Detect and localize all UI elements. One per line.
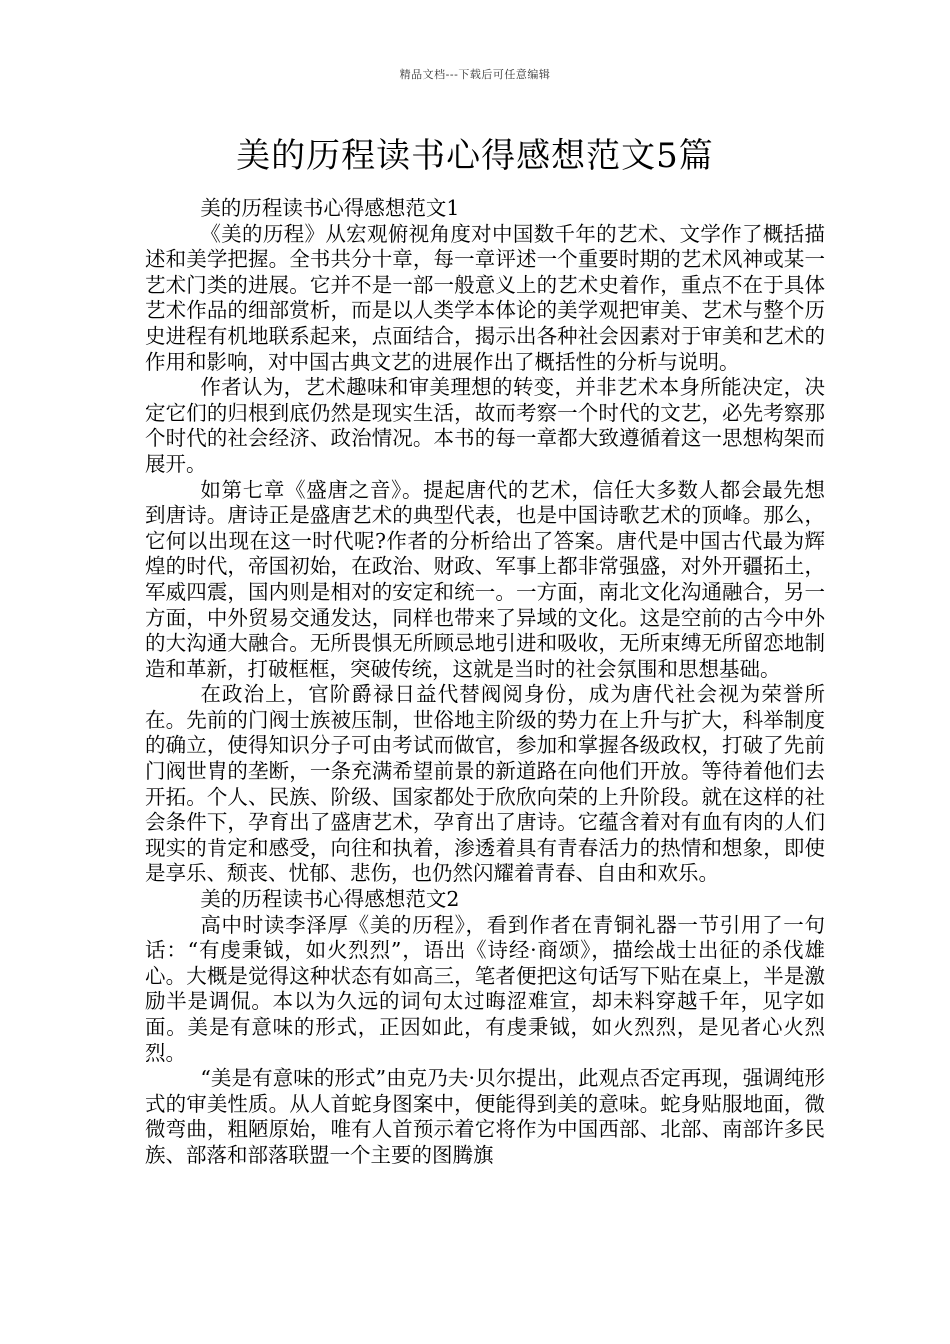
paragraph: 在政治上，官阶爵禄日益代替阀阅身份，成为唐代社会视为荣誉所在。先前的门阀士族被压制，世俗地主阶级的势力在上升与扩大，科举制度的确立，使得知识分子可由考试而做官，参加和掌握各级政权，打破了先前门阀世胄的垄断，一条充满希望前景的新道路在向他们开放。等待着他们去开拓。个人、民族、阶级、国家都处于欣欣向荣的上升阶段。就在这样的社会条件下，孕育出了盛唐艺术，孕育出了唐诗。它蕴含着对有血有肉的人们现实的肯定和感受，向往和执着，渗透着具有青春活力的热情和想象，即使是享乐、颓丧、忧郁、悲伤，也仍然闪耀着青春、自由和欢乐。 xyxy=(145,682,825,886)
document-title: 美的历程读书心得感想范文5篇 xyxy=(236,136,714,176)
paragraph: 如第七章《盛唐之音》。提起唐代的艺术，信任大多数人都会最先想到唐诗。唐诗正是盛唐艺术的典型代表，也是中国诗歌艺术的顶峰。那么，它何以出现在这一时代呢?作者的分析给出了答案。唐代是中国古代最为辉煌的时代，帝国初始，在政治、财政、军事上都非常强盛，对外开疆拓土，军威四震，国内则是相对的安定和统一。一方面，南北文化沟通融合，另一方面，中外贸易交通发达，同样也带来了异域的文化。这是空前的古今中外的大沟通大融合。无所畏惧无所顾忌地引进和吸收，无所束缚无所留恋地制造和革新，打破框框，突破传统，这就是当时的社会氛围和思想基础。 xyxy=(145,477,825,681)
paragraph: 作者认为，艺术趣味和审美理想的转变，并非艺术本身所能决定，决定它们的归根到底仍然是现实生活，故而考察一个时代的文艺，必先考察那个时代的社会经济、政治情况。本书的每一章都大致遵循着这一思想构架而展开。 xyxy=(145,375,825,476)
paragraph: 高中时读李泽厚《美的历程》，看到作者在青铜礼器一节引用了一句话：“有虔秉钺，如火烈烈”，语出《诗经·商颂》，描绘战士出征的杀伐雄心。大概是觉得这种状态有如高三，笔者便把这句话写下贴在桌上，半是激励半是调侃。本以为久远的词句太过晦涩难宣，却未料穿越千年，见字如面。美是有意味的形式，正因如此，有虔秉钺，如火烈烈，是见者心火烈烈。 xyxy=(145,912,825,1065)
paragraph: “美是有意味的形式”由克乃夫·贝尔提出，此观点否定再现，强调纯形式的审美性质。从人首蛇身图案中，便能得到美的意味。蛇身贴服地面，微微弯曲，粗陋原始，唯有人首预示着它将作为中国西部、北部、南部许多民族、部落和部落联盟一个主要的图腾旗 xyxy=(145,1066,825,1167)
paragraph: 《美的历程》从宏观俯视角度对中国数千年的艺术、文学作了概括描述和美学把握。全书共分十章，每一章评述一个重要时期的艺术风神或某一艺术门类的进展。它并不是一部一般意义上的艺术史着作，重点不在于具体艺术作品的细部赏析，而是以人类学本体论的美学观把审美、艺术与整个历史进程有机地联系起来，点面结合，揭示出各种社会因素对于审美和艺术的作用和影响，对中国古典文艺的进展作出了概括性的分析与说明。 xyxy=(145,221,825,374)
header-note: 精品文档---下载后可任意编辑 xyxy=(399,68,551,81)
section-heading-2: 美的历程读书心得感想范文2 xyxy=(200,887,460,912)
document-body xyxy=(145,196,825,1169)
section-heading-1: 美的历程读书心得感想范文1 xyxy=(200,196,460,220)
